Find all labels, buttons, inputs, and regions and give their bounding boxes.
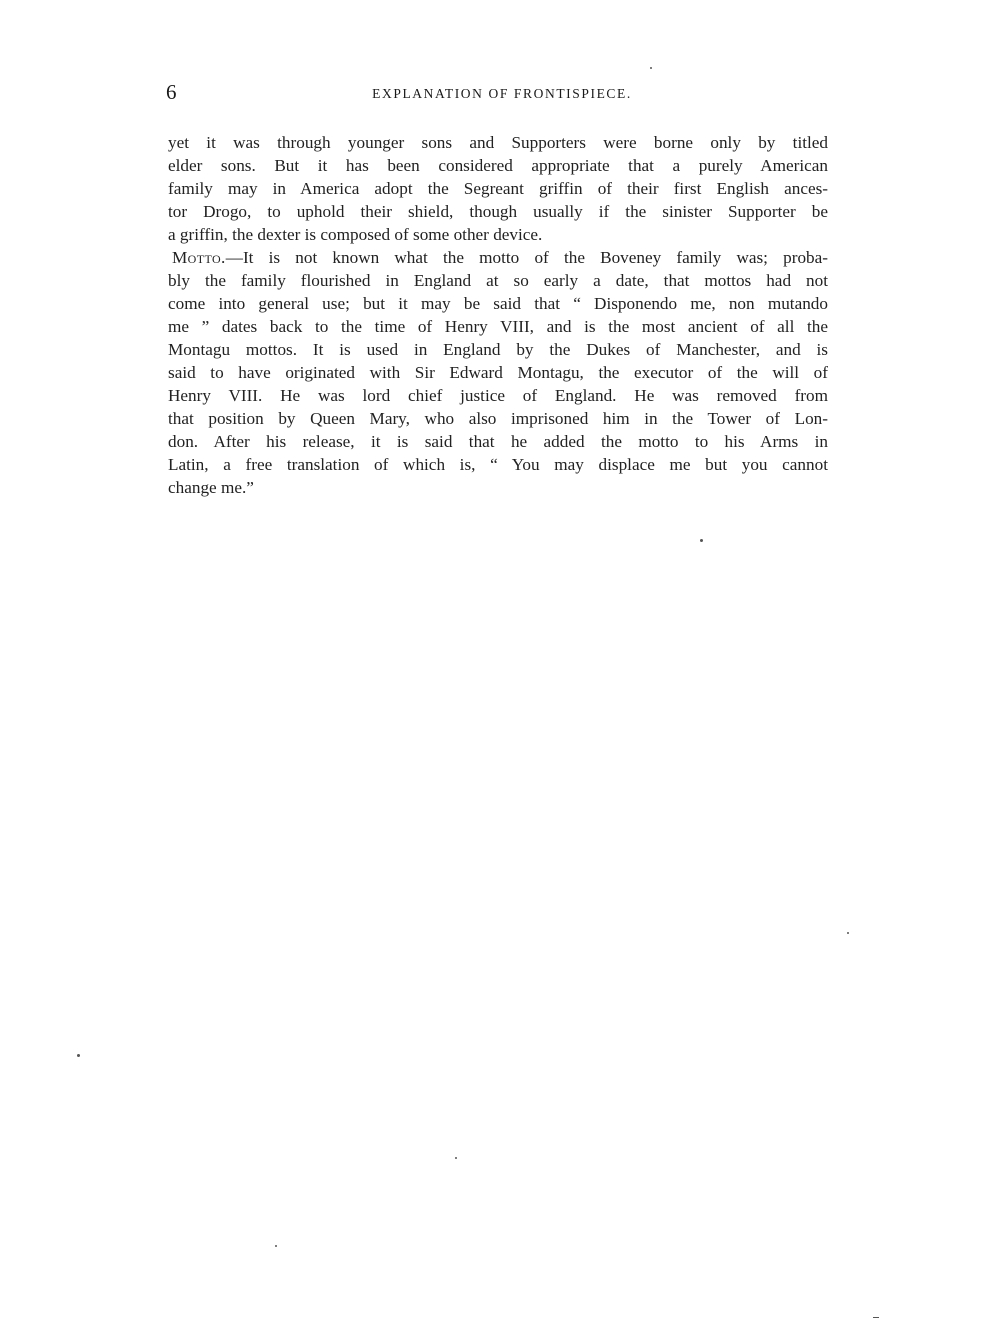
- paragraph-supporters: [168, 131, 828, 246]
- body-text: [168, 131, 828, 499]
- text-line: Henry VIII. He was lord chief justice of England. He was removed from: [168, 386, 828, 405]
- scan-speck: [77, 1054, 80, 1057]
- text-line: that position by Queen Mary, who also imprisoned him in the Tower of Lon-: [168, 409, 828, 428]
- scan-speck: [650, 67, 652, 69]
- motto-first-line-text: —It is not known what the motto of the Boveney family was; proba-: [225, 248, 828, 267]
- scan-speck: [700, 539, 703, 542]
- page-number: 6: [166, 80, 177, 104]
- scan-speck: [847, 932, 849, 934]
- motto-first-line: [168, 246, 828, 269]
- running-title: EXPLANATION OF FRONTISPIECE.: [372, 86, 632, 101]
- text-line: me ” dates back to the time of Henry VIII, and is the most ancient of all the: [168, 317, 828, 336]
- scan-speck: [873, 1317, 879, 1318]
- running-head: [166, 80, 828, 110]
- motto-heading: Motto.: [172, 248, 226, 267]
- text-line: elder sons. But it has been considered appropriate that a purely American: [168, 156, 828, 175]
- scan-speck: [275, 1245, 277, 1247]
- text-line: yet it was through younger sons and Supporters were borne only by titled: [168, 133, 828, 152]
- text-line: a griffin, the dexter is composed of some other device.: [168, 225, 543, 244]
- text-line: family may in America adopt the Segreant griffin of their first English ances-: [168, 179, 828, 198]
- text-line: bly the family flourished in England at so early a date, that mottos had not: [168, 271, 828, 290]
- text-line: change me.”: [168, 478, 254, 497]
- paragraph-motto: [168, 246, 828, 499]
- text-line: Latin, a free translation of which is, “ You may displace me but you cannot: [168, 455, 828, 474]
- text-line: tor Drogo, to uphold their shield, though usually if the sinister Supporter be: [168, 202, 828, 221]
- text-line: Montagu mottos. It is used in England by the Dukes of Manchester, and is: [168, 340, 828, 359]
- scan-speck: [455, 1157, 457, 1159]
- text-line: come into general use; but it may be said that “ Disponendo me, non mutando: [168, 294, 828, 313]
- text-line: said to have originated with Sir Edward Montagu, the executor of the will of: [168, 363, 828, 382]
- text-line: don. After his release, it is said that he added the motto to his Arms in: [168, 432, 828, 451]
